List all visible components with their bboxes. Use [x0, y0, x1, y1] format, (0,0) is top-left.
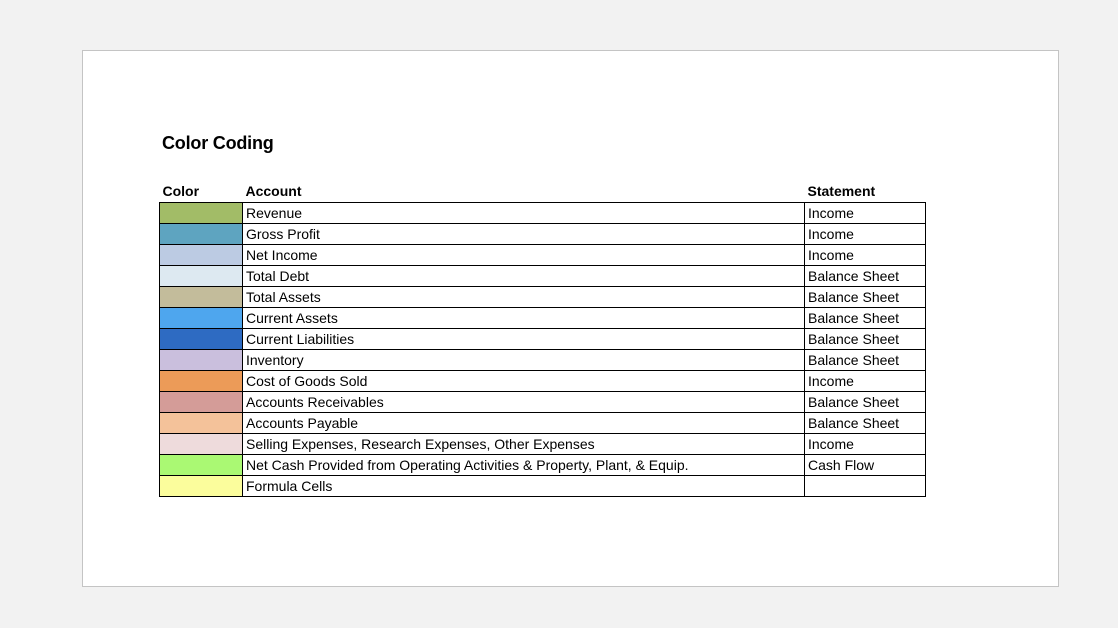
color-swatch	[160, 329, 243, 350]
table-row	[160, 350, 926, 371]
color-swatch	[160, 287, 243, 308]
color-swatch	[160, 245, 243, 266]
statement-cell: Income	[805, 203, 926, 224]
color-swatch	[160, 308, 243, 329]
color-swatch	[160, 392, 243, 413]
account-cell: Cost of Goods Sold	[243, 371, 805, 392]
account-cell: Inventory	[243, 350, 805, 371]
statement-cell: Balance Sheet	[805, 308, 926, 329]
table-row	[160, 245, 926, 266]
table-row	[160, 476, 926, 497]
table-header-row	[160, 181, 926, 203]
account-cell: Current Liabilities	[243, 329, 805, 350]
statement-cell: Balance Sheet	[805, 413, 926, 434]
statement-cell: Income	[805, 371, 926, 392]
table-row	[160, 287, 926, 308]
color-swatch	[160, 203, 243, 224]
account-cell: Total Assets	[243, 287, 805, 308]
account-cell: Net Cash Provided from Operating Activities & Property, Plant, & Equip.	[243, 455, 805, 476]
statement-cell: Income	[805, 224, 926, 245]
account-cell: Formula Cells	[243, 476, 805, 497]
color-swatch	[160, 224, 243, 245]
table-row	[160, 434, 926, 455]
account-cell: Accounts Receivables	[243, 392, 805, 413]
color-swatch	[160, 413, 243, 434]
table-row	[160, 224, 926, 245]
header-color: Color	[162, 183, 200, 199]
color-swatch	[160, 455, 243, 476]
account-cell: Net Income	[243, 245, 805, 266]
table-row	[160, 392, 926, 413]
table-body	[160, 203, 926, 497]
statement-cell: Balance Sheet	[805, 350, 926, 371]
table-row	[160, 203, 926, 224]
table-row	[160, 308, 926, 329]
color-swatch	[160, 371, 243, 392]
statement-cell: Cash Flow	[805, 455, 926, 476]
color-coding-table	[159, 181, 926, 497]
statement-cell: Balance Sheet	[805, 392, 926, 413]
color-swatch	[160, 434, 243, 455]
account-cell: Current Assets	[243, 308, 805, 329]
header-statement: Statement	[807, 183, 876, 199]
table-row	[160, 455, 926, 476]
account-cell: Gross Profit	[243, 224, 805, 245]
table-row	[160, 329, 926, 350]
table-row	[160, 413, 926, 434]
account-cell: Total Debt	[243, 266, 805, 287]
statement-cell	[805, 476, 926, 497]
page-title: Color Coding	[162, 133, 274, 153]
color-swatch	[160, 350, 243, 371]
table-row	[160, 266, 926, 287]
color-swatch	[160, 476, 243, 497]
statement-cell: Income	[805, 245, 926, 266]
statement-cell: Balance Sheet	[805, 329, 926, 350]
statement-cell: Balance Sheet	[805, 266, 926, 287]
account-cell: Accounts Payable	[243, 413, 805, 434]
header-account: Account	[245, 183, 302, 199]
account-cell: Selling Expenses, Research Expenses, Other Expenses	[243, 434, 805, 455]
color-swatch	[160, 266, 243, 287]
statement-cell: Income	[805, 434, 926, 455]
account-cell: Revenue	[243, 203, 805, 224]
document-page	[82, 50, 1059, 587]
statement-cell: Balance Sheet	[805, 287, 926, 308]
table-row	[160, 371, 926, 392]
